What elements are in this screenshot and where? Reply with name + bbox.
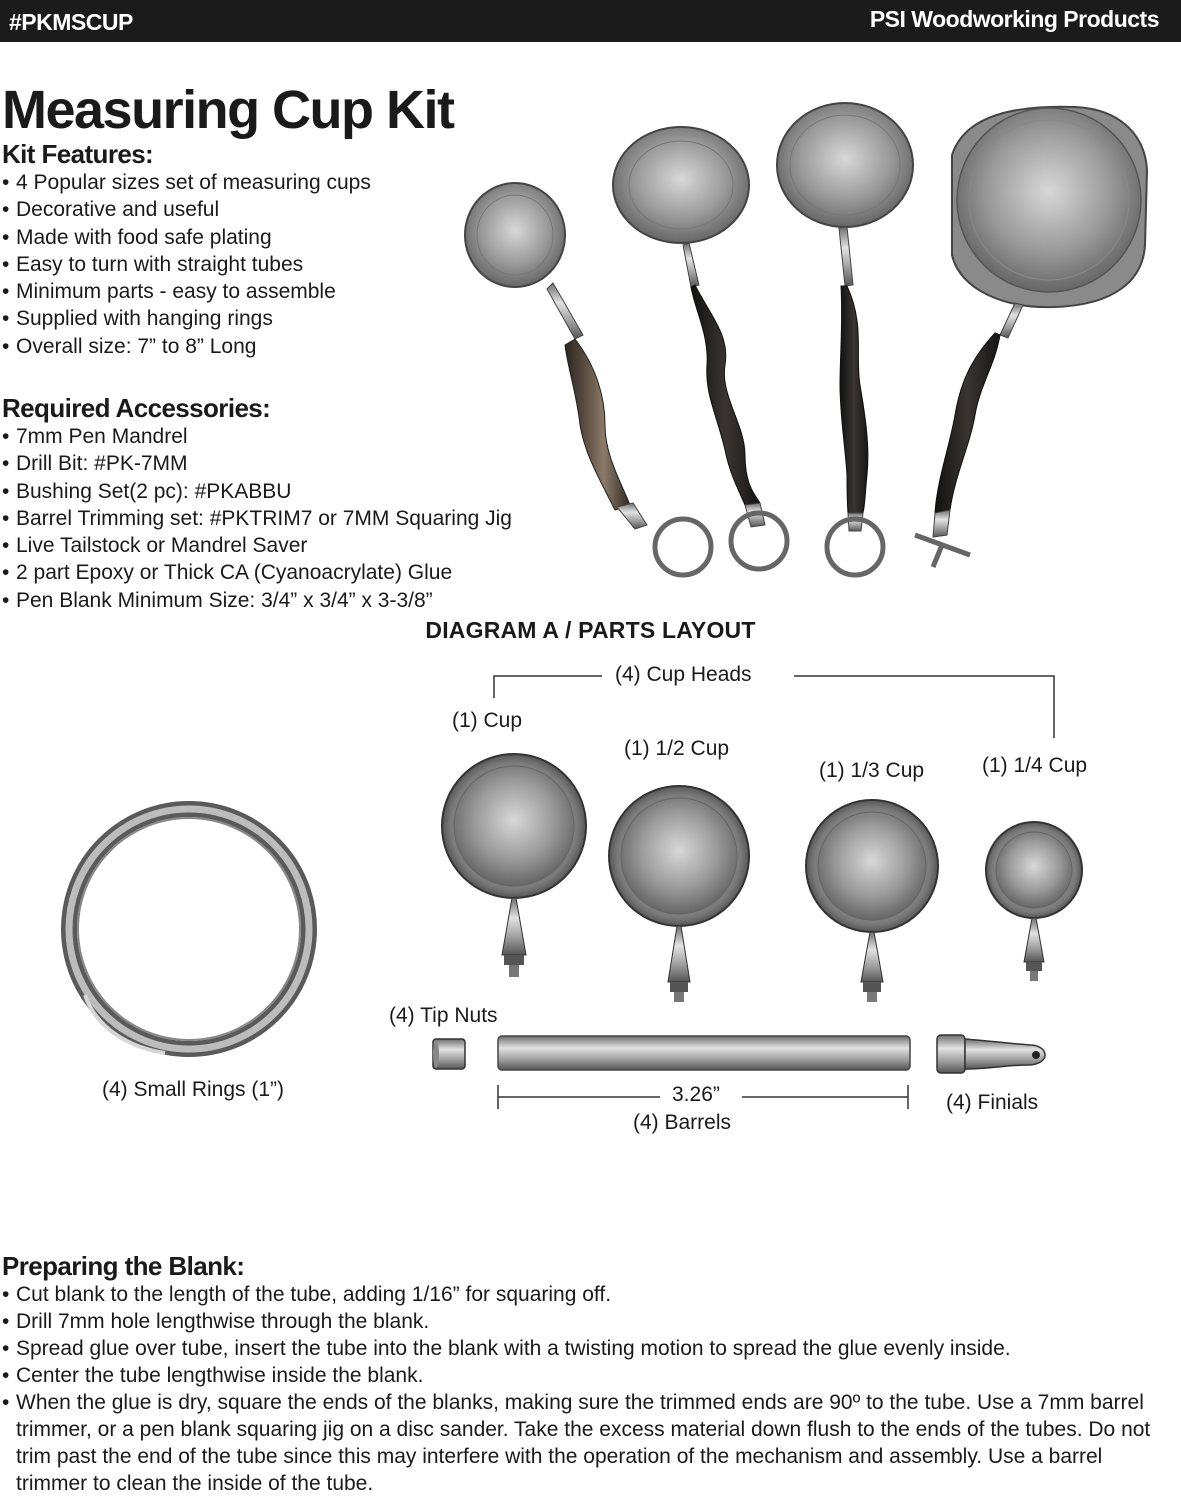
cup-heads-label: (4) Cup Heads [615, 663, 752, 686]
finials-label: (4) Finials [946, 1091, 1039, 1114]
assembled-cup-third [613, 127, 787, 569]
list-item: • Decorative and useful [0, 196, 371, 223]
accessories-list [0, 423, 512, 614]
list-item: • 2 part Epoxy or Thick CA (Cyanoacrylate) Glue [0, 559, 512, 586]
list-item: • Live Tailstock or Mandrel Saver [0, 532, 512, 559]
list-item: • Bushing Set(2 pc): #PKABBU [0, 478, 512, 505]
list-item: • Supplied with hanging rings [0, 305, 371, 332]
cup-label-quarter: (1) 1/4 Cup [982, 754, 1088, 777]
list-item: • Made with food safe plating [0, 224, 371, 251]
list-item: • Center the tube lengthwise inside the blank. [0, 1362, 1178, 1389]
list-item: • Spread glue over tube, insert the tube into the blank with a twisting motion to spread the glue evenly inside. [0, 1335, 1178, 1362]
barrels-label: (4) Barrels [633, 1111, 732, 1134]
list-item: • 4 Popular sizes set of measuring cups [0, 169, 371, 196]
features-heading: Kit Features: [2, 139, 154, 169]
diagram-title: DIAGRAM A / PARTS LAYOUT [425, 617, 756, 643]
cup-heads-illustration [430, 750, 1110, 1010]
assembled-cups-photo [455, 95, 1155, 585]
list-item: • 7mm Pen Mandrel [0, 423, 512, 450]
page-title: Measuring Cup Kit [2, 80, 454, 140]
list-item: • Overall size: 7” to 8” Long [0, 333, 371, 360]
list-item: • Minimum parts - easy to assemble [0, 278, 371, 305]
finial [937, 1035, 1045, 1073]
barrel-length-label: 3.26” [672, 1083, 720, 1106]
preparing-heading: Preparing the Blank: [2, 1251, 245, 1281]
list-item: • Cut blank to the length of the tube, adding 1/16” for squaring off. [0, 1281, 1178, 1308]
assembled-cup-half [777, 103, 913, 575]
list-item: • Drill Bit: #PK-7MM [0, 450, 512, 477]
cup-head-half [609, 786, 749, 1002]
cup-label-1: (1) Cup [452, 709, 523, 732]
cup-heads-bracket [480, 660, 1080, 740]
cup-label-third: (1) 1/3 Cup [819, 759, 925, 782]
small-rings-label: (4) Small Rings (1”) [102, 1078, 285, 1101]
barrel-tube [498, 1036, 910, 1070]
cup-head-quarter [986, 822, 1082, 981]
cup-head-1 [442, 754, 586, 977]
small-ring-illustration [55, 795, 325, 1065]
assembled-cup-full [915, 107, 1147, 567]
brand-name: PSI Woodworking Products [869, 6, 1159, 32]
list-item: • Easy to turn with straight tubes [0, 251, 371, 278]
list-item: • Pen Blank Minimum Size: 3/4” x 3/4” x 3-3/8” [0, 587, 512, 614]
accessories-heading: Required Accessories: [2, 393, 271, 423]
list-item: • Barrel Trimming set: #PKTRIM7 or 7MM Squaring Jig [0, 505, 512, 532]
cup-head-third [806, 800, 938, 1002]
preparing-list [0, 1281, 1178, 1497]
header-bar [0, 0, 1181, 42]
tip-nuts-label: (4) Tip Nuts [389, 1004, 498, 1027]
tip-nut [433, 1039, 465, 1069]
cup-label-half: (1) 1/2 Cup [624, 737, 730, 760]
list-item: • Drill 7mm hole lengthwise through the blank. [0, 1308, 1178, 1335]
product-sku: #PKMSCUP [9, 9, 133, 35]
features-list [0, 169, 371, 360]
list-item: • When the glue is dry, square the ends of the blanks, making sure the trimmed ends are 90º to the tube. Use a 7mm barrel trimmer, or a pen blank squaring jig on a disc sander. Take the excess material down flush to the ends of the tubes. Do not trim past the end of the tube since this may interfere with the operation of the mechanism and assembly. Use a barrel trimmer to clean the inside of the tube. [0, 1389, 1178, 1497]
